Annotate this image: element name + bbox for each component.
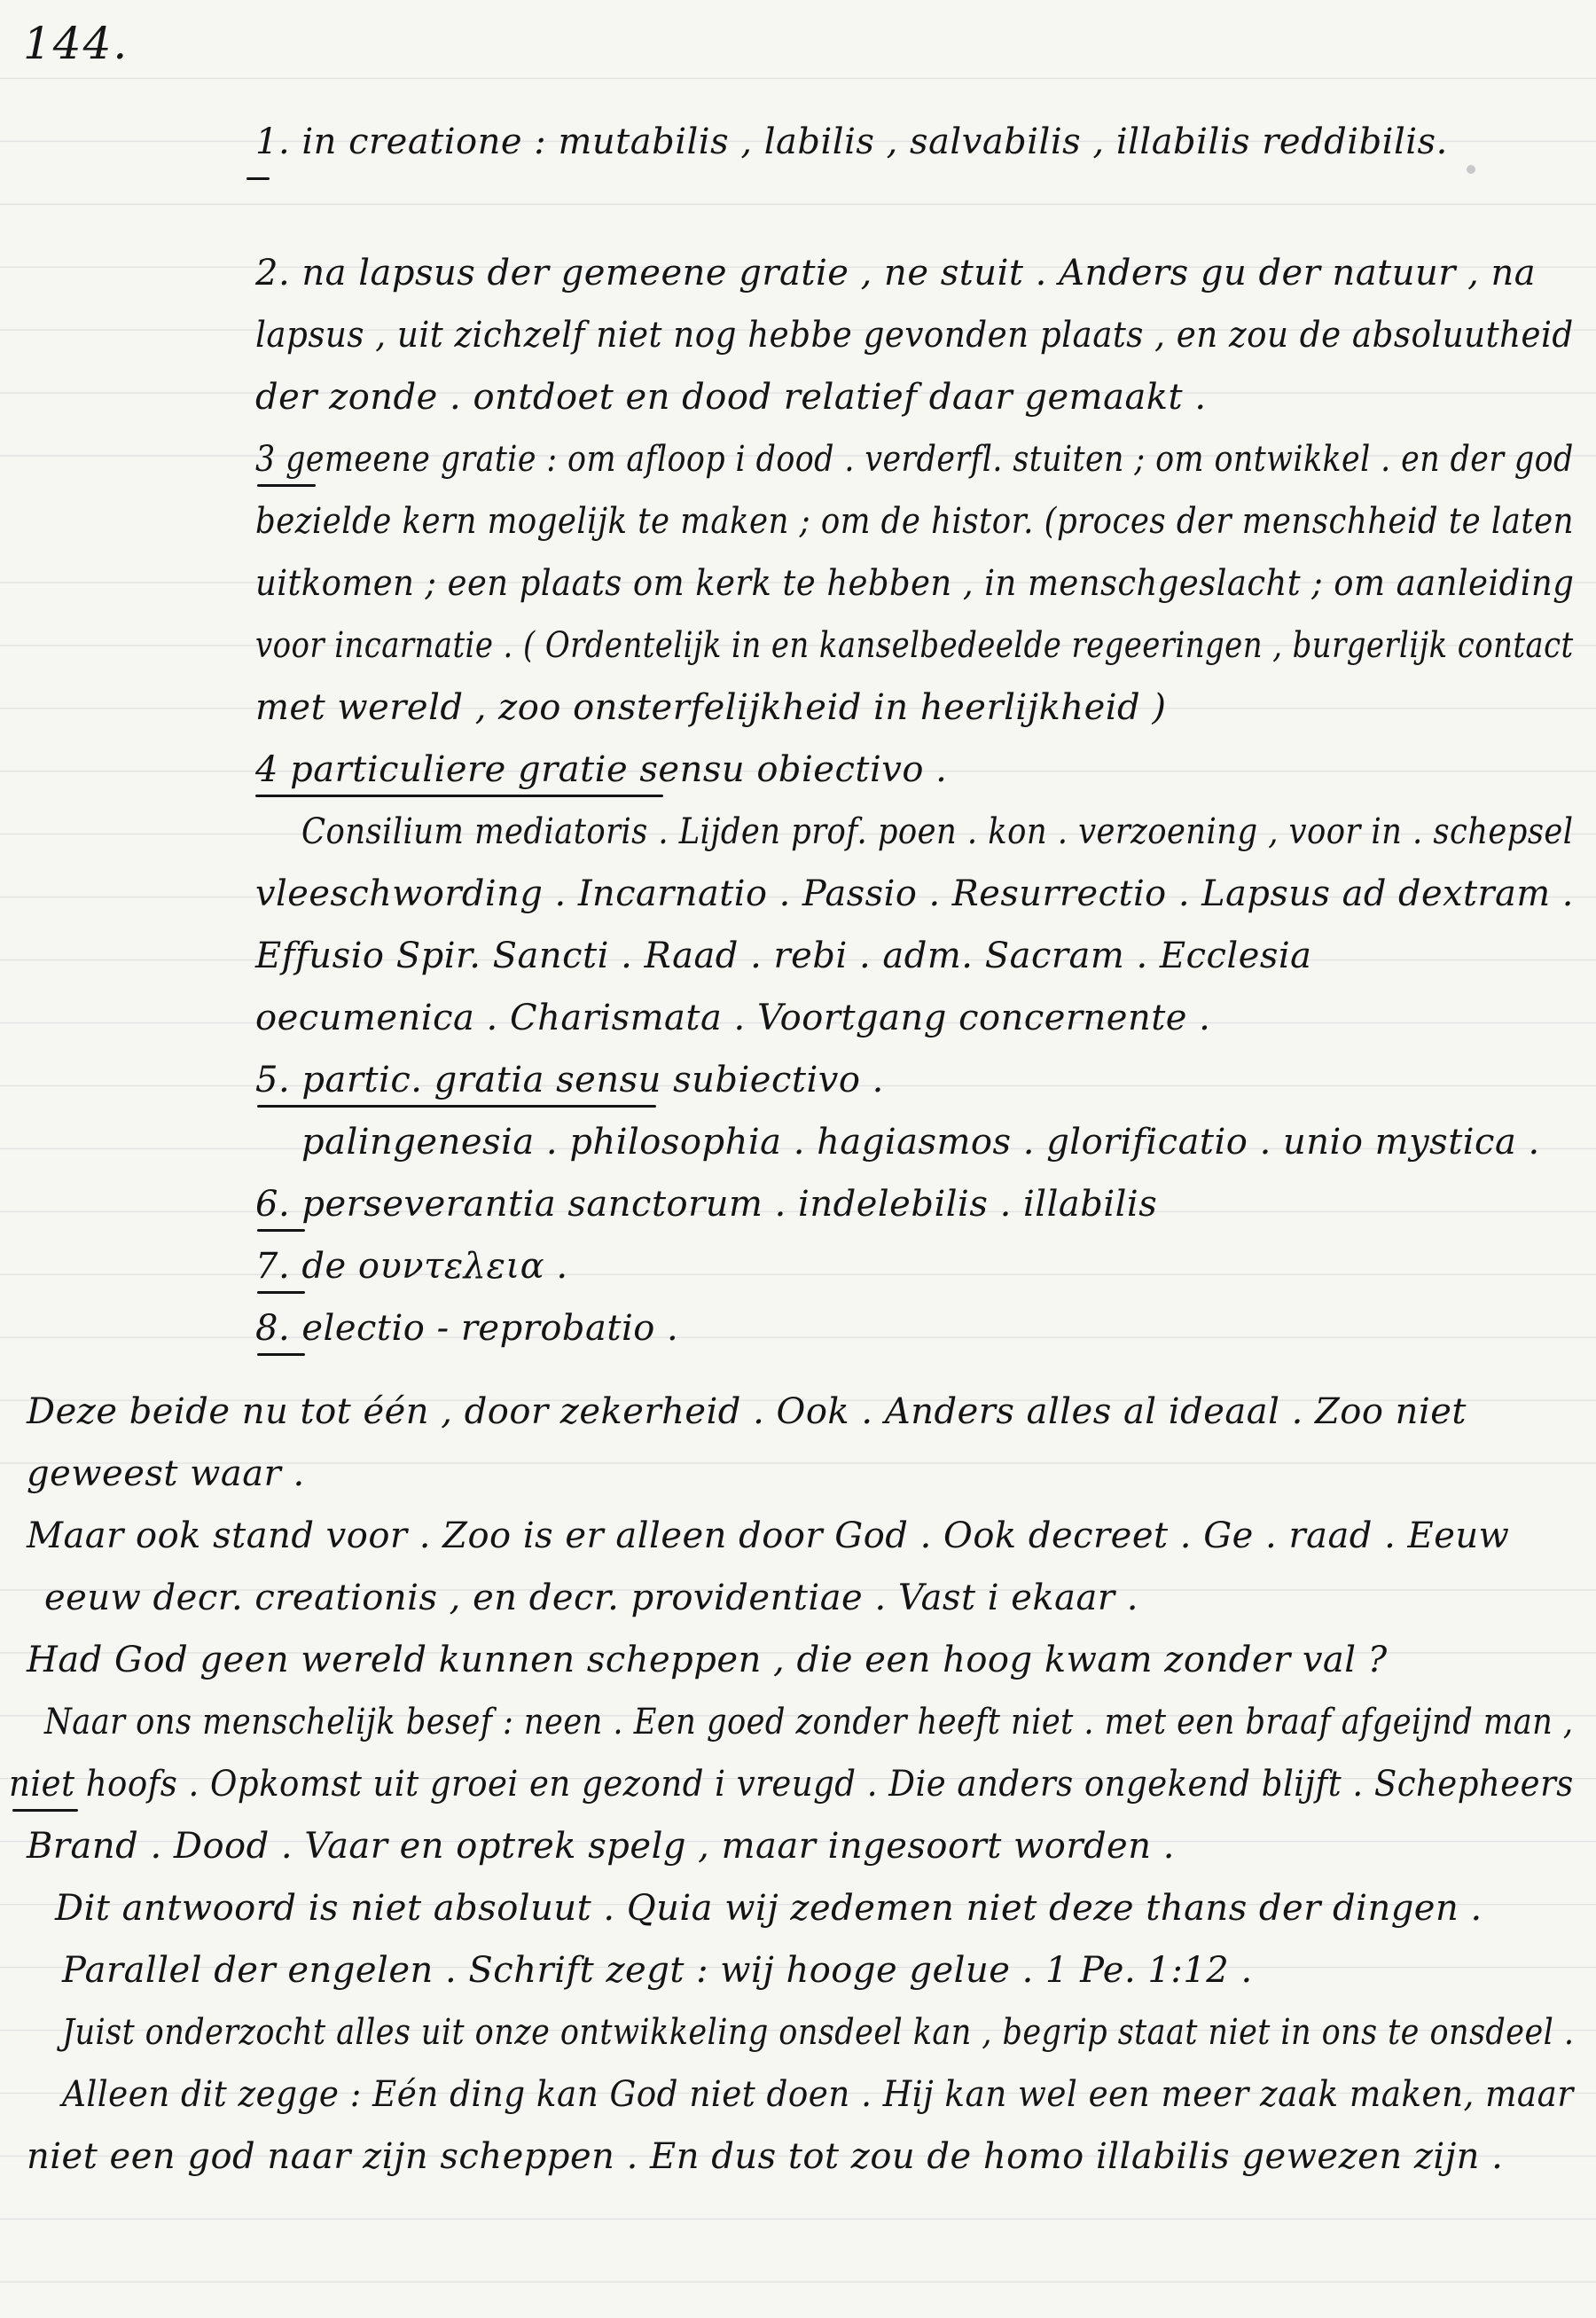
manuscript-line: 1. in creatione : mutabilis , labilis , salvabilis , illabilis reddibilis. bbox=[255, 121, 1448, 162]
manuscript-line: oecumenica . Charismata . Voortgang concernente . bbox=[255, 998, 1211, 1038]
manuscript-line: Naar ons menschelijk besef : neen . Een goed zonder heeft niet . met een braaf afgeijnd man , bbox=[44, 1702, 1574, 1742]
manuscript-line: 3 gemeene gratie : om afloop i dood . verderfl. stuiten ; om ontwikkel . en der god bbox=[255, 439, 1574, 480]
manuscript-line: eeuw decr. creationis , en decr. providentiae . Vast i ekaar . bbox=[44, 1578, 1138, 1618]
manuscript-line: der zonde . ontdoet en dood relatief daar gemaakt . bbox=[255, 377, 1207, 418]
manuscript-line: vleeschwording . Incarnatio . Passio . Resurrectio . Lapsus ad dextram . bbox=[255, 873, 1574, 914]
manuscript-line: 8. electio - reprobatio . bbox=[255, 1308, 679, 1349]
manuscript-line: Deze beide nu tot één , door zekerheid . Ook . Anders alles al ideaal . Zoo niet bbox=[27, 1391, 1467, 1432]
manuscript-line: niet hoofs . Opkomst uit groei en gezond i vreugd . Die anders ongekend blijft . Schepheers bbox=[9, 1764, 1574, 1805]
manuscript-line: 7. de ουντελεια . bbox=[255, 1246, 568, 1287]
underline-mark bbox=[257, 1105, 656, 1108]
manuscript-line: lapsus , uit zichzelf niet nog hebbe gevonden plaats , en zou de absoluutheid bbox=[255, 315, 1574, 356]
manuscript-line: niet een god naar zijn scheppen . En dus tot zou de homo illabilis gewezen zijn . bbox=[27, 2136, 1504, 2177]
manuscript-line: Consilium mediatoris . Lijden prof. poen . kon . verzoening , voor in . schepsel bbox=[301, 811, 1574, 852]
manuscript-line: Effusio Spir. Sancti . Raad . rebi . adm. Sacram . Ecclesia bbox=[255, 936, 1312, 976]
manuscript-line: Had God geen wereld kunnen scheppen , die een hoog kwam zonder val ? bbox=[27, 1640, 1388, 1680]
underline-mark bbox=[246, 177, 270, 180]
manuscript-line: met wereld , zoo onsterfelijkheid in heerlijkheid ) bbox=[255, 687, 1167, 728]
underline-mark bbox=[257, 1291, 305, 1294]
underline-mark bbox=[257, 1353, 305, 1356]
manuscript-line: uitkomen ; een plaats om kerk te hebben , in menschgeslacht ; om aanleiding bbox=[255, 563, 1575, 604]
manuscript-line: bezielde kern mogelijk te maken ; om de histor. (proces der menschheid te laten bbox=[255, 501, 1574, 542]
manuscript-line: Alleen dit zegge : Eén ding kan God niet doen . Hij kan wel een meer zaak maken, maar bbox=[62, 2074, 1574, 2115]
manuscript-line: voor incarnatie . ( Ordentelijk in en kanselbedeelde regeeringen , burgerlijk contact bbox=[255, 625, 1574, 666]
manuscript-line: Dit antwoord is niet absoluut . Quia wij zedemen niet deze thans der dingen . bbox=[55, 1888, 1483, 1929]
underline-mark bbox=[257, 1229, 305, 1232]
manuscript-line: geweest waar . bbox=[27, 1453, 305, 1494]
manuscript-line: 4 particuliere gratie sensu obiectivo . bbox=[255, 749, 948, 790]
manuscript-line: 6. perseverantia sanctorum . indelebilis . illabilis bbox=[255, 1184, 1158, 1225]
underline-mark bbox=[255, 795, 663, 797]
underline-mark bbox=[257, 484, 316, 487]
manuscript-line: 5. partic. gratia sensu subiectivo . bbox=[255, 1060, 884, 1100]
manuscript-line: Juist onderzocht alles uit onze ontwikkeling onsdeel kan , begrip staat niet in ons te onsdeel . bbox=[62, 2012, 1575, 2053]
manuscript-line: 2. na lapsus der gemeene gratie , ne stuit . Anders gu der natuur , na bbox=[255, 253, 1537, 294]
underline-mark bbox=[12, 1809, 78, 1812]
manuscript-line: Brand . Dood . Vaar en optrek spelg , maar ingesoort worden . bbox=[27, 1826, 1175, 1867]
manuscript-line: Parallel der engelen . Schrift zegt : wij hooge gelue . 1 Pe. 1:12 . bbox=[62, 1950, 1253, 1991]
manuscript-line: palingenesia . philosophia . hagiasmos . glorificatio . unio mystica . bbox=[301, 1122, 1540, 1163]
paper-smudge bbox=[1467, 165, 1475, 174]
manuscript-line: Maar ook stand voor . Zoo is er alleen door God . Ook decreet . Ge . raad . Eeuw bbox=[27, 1515, 1510, 1556]
page-number: 144. bbox=[23, 18, 129, 69]
